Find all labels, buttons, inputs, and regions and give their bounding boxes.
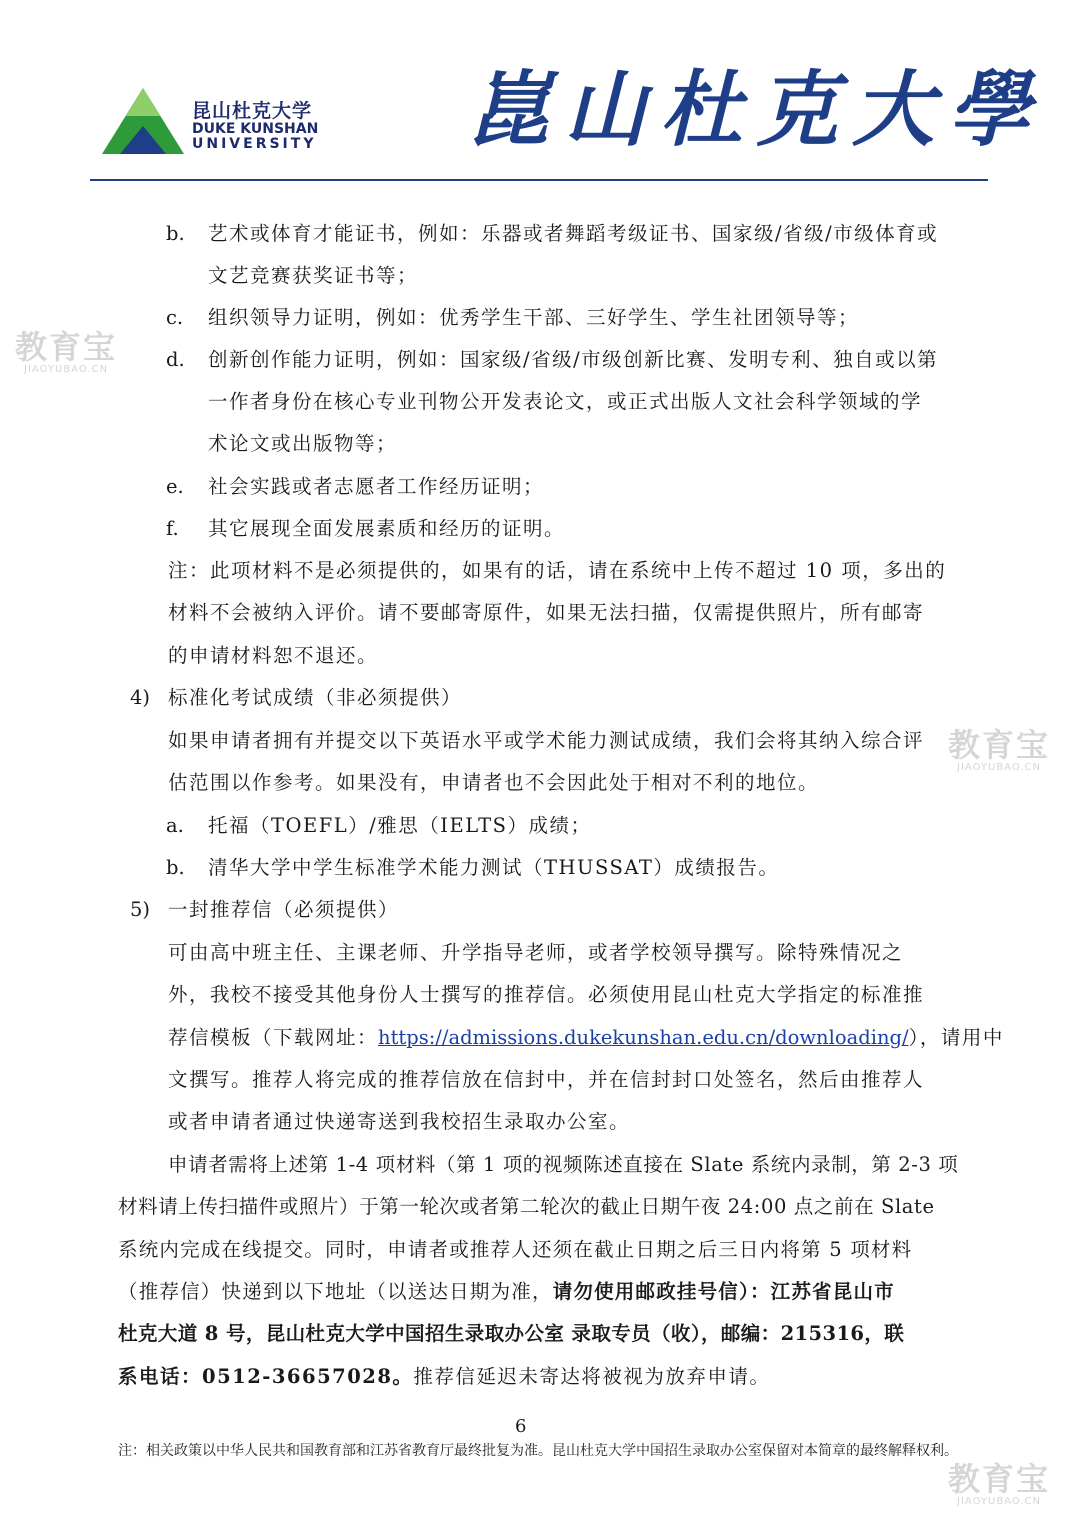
page-number: 6: [515, 1416, 527, 1437]
watermark: [15, 330, 117, 376]
list-marker: d.: [166, 348, 185, 371]
watermark-en: JIAOYUBAO.CN: [957, 1496, 1041, 1507]
text-line: 文撰写。推荐人将完成的推荐信放在信封中，并在信封封口处签名，然后由推荐人: [168, 1068, 925, 1091]
list-marker: c.: [166, 306, 184, 329]
paragraph-line: [118, 1365, 770, 1389]
note-line: 材料不会被纳入评价。请不要邮寄原件，如果无法扫描，仅需提供照片，所有邮寄: [168, 601, 925, 624]
text-line: 托福（TOEFL）/雅思（IELTS）成绩；: [208, 814, 592, 837]
watermark-cn: 教育宝: [15, 328, 118, 366]
paragraph-line: 系统内完成在线提交。同时，申请者或推荐人还须在截止日期之后三日内将第 5 项材料: [118, 1238, 913, 1261]
text-line: 创新创作能力证明，例如：国家级/省级/市级创新比赛、发明专利、独自或以第: [208, 348, 939, 371]
logo-english-line2: UNIVERSITY: [192, 136, 317, 152]
text-line: 外，我校不接受其他身份人士撰写的推荐信。必须使用昆山杜克大学指定的标准推: [168, 983, 925, 1006]
text-fragment: ），请用中: [908, 1026, 1004, 1049]
text-line: 组织领导力证明，例如：优秀学生干部、三好学生、学生社团领导等；: [208, 306, 860, 329]
text-line: 估范围以作参考。如果没有，申请者也不会因此处于相对不利的地位。: [168, 771, 820, 794]
note-line: 的申请材料恕不退还。: [168, 644, 379, 667]
text-line: 术论文或出版物等；: [208, 432, 398, 455]
watermark-en: JIAOYUBAO.CN: [957, 762, 1041, 773]
paragraph-line: 材料请上传扫描件或照片）于第一轮次或者第二轮次的截止日期午夜 24:00 点之前在 Slate: [118, 1195, 935, 1218]
list-marker: f.: [166, 517, 179, 540]
watermark-en: JIAOYUBAO.CN: [24, 364, 108, 375]
note-line: 注：此项材料不是必须提供的，如果有的话，请在系统中上传不超过 10 项，多出的: [168, 559, 947, 582]
section-title: 一封推荐信（必须提供）: [168, 898, 400, 921]
watermark: [948, 1462, 1050, 1508]
text-fragment: （推荐信）快递到以下地址（以送达日期为准，: [118, 1280, 553, 1303]
calligraphy-title: 崑山杜克大學: [468, 62, 1044, 158]
watermark-cn: 教育宝: [948, 726, 1051, 764]
download-link[interactable]: https://admissions.dukekunshan.edu.cn/downloading/: [378, 1026, 909, 1049]
address-emphasis: 请勿使用邮政挂号信）：江苏省昆山市: [552, 1280, 895, 1303]
phone-emphasis: 系电话：0512-36657028。: [118, 1365, 414, 1388]
footnote: 注：相关政策以中华人民共和国教育部和江苏省教育厅最终批复为准。昆山杜克大学中国招生录取办公室保留对本简章的最终解释权利。: [118, 1443, 958, 1459]
text-line: 社会实践或者志愿者工作经历证明；: [208, 475, 545, 498]
text-line: 艺术或体育才能证书，例如：乐器或者舞蹈考级证书、国家级/省级/市级体育或: [208, 222, 939, 245]
logo-chinese-name: 昆山杜克大学: [192, 100, 313, 122]
text-fragment: 推荐信延迟未寄达将被视为放弃申请。: [413, 1365, 771, 1388]
text-line: 清华大学中学生标准学术能力测试（THUSSAT）成绩报告。: [208, 856, 780, 879]
text-line: 其它展现全面发展素质和经历的证明。: [208, 517, 566, 540]
logo-english-line1: DUKE KUNSHAN: [192, 121, 319, 137]
list-marker: b.: [166, 856, 185, 879]
watermark-cn: 教育宝: [948, 1460, 1051, 1498]
section-marker: 4): [130, 686, 151, 709]
list-marker: a.: [166, 814, 184, 837]
section-marker: 5): [130, 898, 151, 921]
text-line: 文艺竞赛获奖证书等；: [208, 264, 419, 287]
watermark: [948, 728, 1050, 774]
text-line: [168, 1026, 1004, 1050]
address-emphasis: 杜克大道 8 号，昆山杜克大学中国招生录取办公室 录取专员（收），邮编：215316，联: [118, 1322, 905, 1345]
page-header: [0, 0, 1080, 190]
dku-mountain-logo-icon: [100, 86, 186, 156]
text-line: 可由高中班主任、主课老师、升学指导老师，或者学校领导撰写。除特殊情况之: [168, 941, 904, 964]
header-divider: [90, 179, 988, 181]
text-fragment: 荐信模板（下载网址：: [168, 1026, 379, 1049]
logo-wordmark: [192, 100, 318, 152]
list-marker: e.: [166, 475, 184, 498]
text-line: 如果申请者拥有并提交以下英语水平或学术能力测试成绩，我们会将其纳入综合评: [168, 729, 925, 752]
text-line: 或者申请者通过快递寄送到我校招生录取办公室。: [168, 1110, 631, 1133]
list-marker: b.: [166, 222, 185, 245]
section-title: 标准化考试成绩（非必须提供）: [168, 686, 463, 709]
paragraph-line: 申请者需将上述第 1-4 项材料（第 1 项的视频陈述直接在 Slate 系统内录制，第 2-3 项: [168, 1153, 959, 1176]
paragraph-line: [118, 1280, 895, 1304]
text-line: 一作者身份在核心专业刊物公开发表论文，或正式出版人文社会科学领域的学: [208, 390, 923, 413]
